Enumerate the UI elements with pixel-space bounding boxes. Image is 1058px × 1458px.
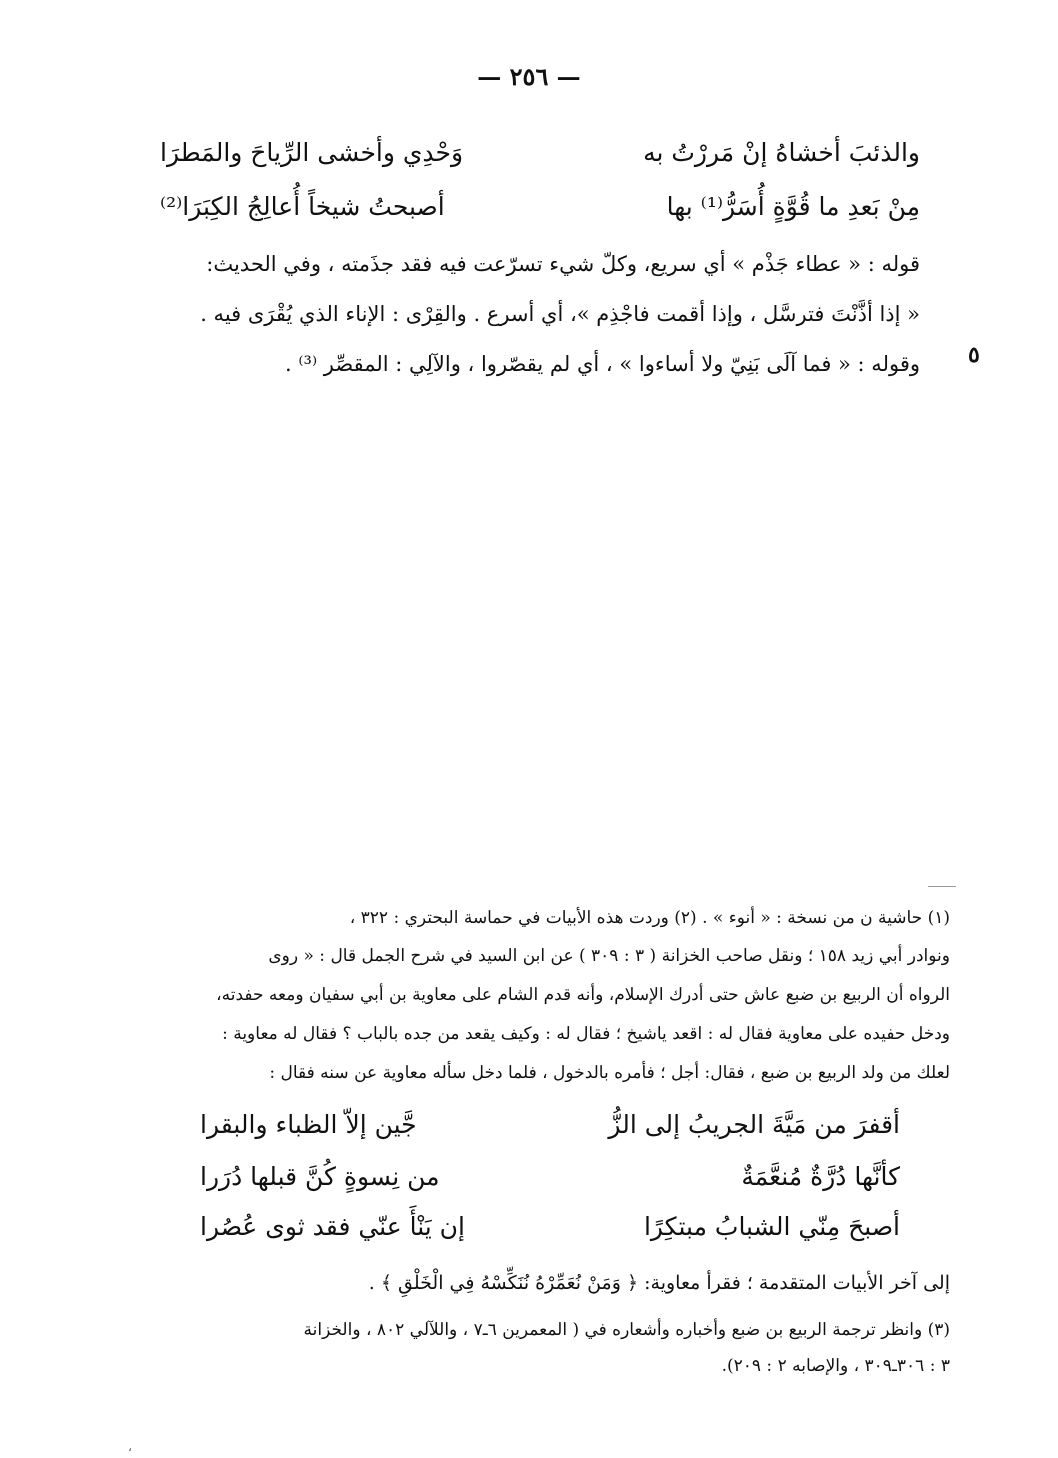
- footnote-line: ونوادر أبي زيد ١٥٨ ؛ ونقل صاحب الخزانة ( ٣ : ٣٠٩ ) عن ابن السيد في شرح الجمل قال : « روى: [268, 946, 950, 966]
- verse-hemistich: وَحْدِي وأخشى الرِّياحَ والمَطرَا: [160, 138, 464, 167]
- verse-hemistich: جَّين إلاّ الظباء والبقرا: [200, 1110, 417, 1139]
- margin-mark: ،: [128, 1440, 132, 1454]
- verse-hemistich: أصبحتُ شيخاً أُعالِجُ الكِبَرَا⁽²⁾: [160, 192, 445, 221]
- verse-hemistich: والذئبَ أخشاهُ إنْ مَررْتُ به: [643, 138, 920, 167]
- verse-hemistich: إن يَنْأَ عنّي فقد ثوى عُصُرا: [200, 1212, 465, 1241]
- footnote-line: ودخل حفيده على معاوية فقال له : اقعد ياشيخ ؛ فقال له : وكيف يقعد من جده بالباب ؟ فقال له معاوية :: [222, 1024, 950, 1044]
- prose-line: وقوله : « فما آلَى بَنِيّ ولا أساءوا » ، أي لم يقصّروا ، والآلِي : المقصِّر ⁽³⁾ .: [285, 352, 920, 376]
- quoted-verse-line: [200, 1212, 900, 1241]
- verse-hemistich: كأنَّها دُرَّةٌ مُنعَّمَةٌ: [741, 1162, 900, 1191]
- footnote-line: لعلك من ولد الربيع بن ضبع ، فقال: أجل ؛ فأمره بالدخول ، فلما دخل سأله معاوية عن سنه فقال :: [269, 1063, 950, 1083]
- footnote-line: (٣) وانظر ترجمة الربيع بن ضبع وأخباره وأشعاره في ( المعمرين ٦ـ٧ ، واللآلي ٨٠٢ ، والخزانة: [303, 1320, 950, 1340]
- footnote-line: (١) حاشية ن من نسخة : « أنوء » . (٢) وردت هذه الأبيات في حماسة البحتري : ٣٢٢ ،: [349, 908, 950, 928]
- verse-hemistich: أصبحَ مِنّي الشبابُ مبتكِرًا: [643, 1212, 900, 1241]
- quoted-verse-line: [200, 1110, 900, 1139]
- verse-hemistich: أقفرَ من مَيَّةَ الجريبُ إلى الزُّ: [608, 1110, 900, 1139]
- verse-line: [160, 192, 920, 221]
- line-number: ٥: [968, 342, 980, 368]
- verse-hemistich: من نِسوةٍ كُنَّ قبلها دُرَرا: [200, 1162, 440, 1191]
- footnote-line: إلى آخر الأبيات المتقدمة ؛ فقرأ معاوية: ﴿ وَمَنْ نُعَمِّرْهُ نُنَكِّسْهُ فِي الْخَلْقِ ﴾ .: [368, 1272, 950, 1294]
- prose-line: قوله : « عطاء جَذْم » أي سريع، وكلّ شيء تسرّعت فيه فقد جذَمته ، وفي الحديث:: [206, 252, 920, 276]
- footnote-line: الرواه أن الربيع بن ضبع عاش حتى أدرك الإسلام، وأنه قدم الشام على معاوية بن أبي سفيان ومعه حفدته،: [216, 985, 950, 1005]
- prose-line: « إذا أذَّنْتَ فترسَّل ، وإذا أقمت فاجْذِم »، أي أسرع . والقِرْى : الإناء الذي يُقْرَى فيه .: [200, 302, 920, 326]
- footnote-divider: [928, 886, 956, 887]
- footnote-line: ٣ : ٣٠٦ـ٣٠٩ ، والإصابه ٢ : ٢٠٩).: [721, 1356, 950, 1376]
- quoted-verse-line: [200, 1162, 900, 1191]
- verse-line: [160, 138, 920, 167]
- verse-hemistich: مِنْ بَعدِ ما قُوَّةٍ أُسَرُّ⁽¹⁾ بها: [666, 192, 920, 221]
- page-number: — ٢٥٦ —: [477, 62, 581, 91]
